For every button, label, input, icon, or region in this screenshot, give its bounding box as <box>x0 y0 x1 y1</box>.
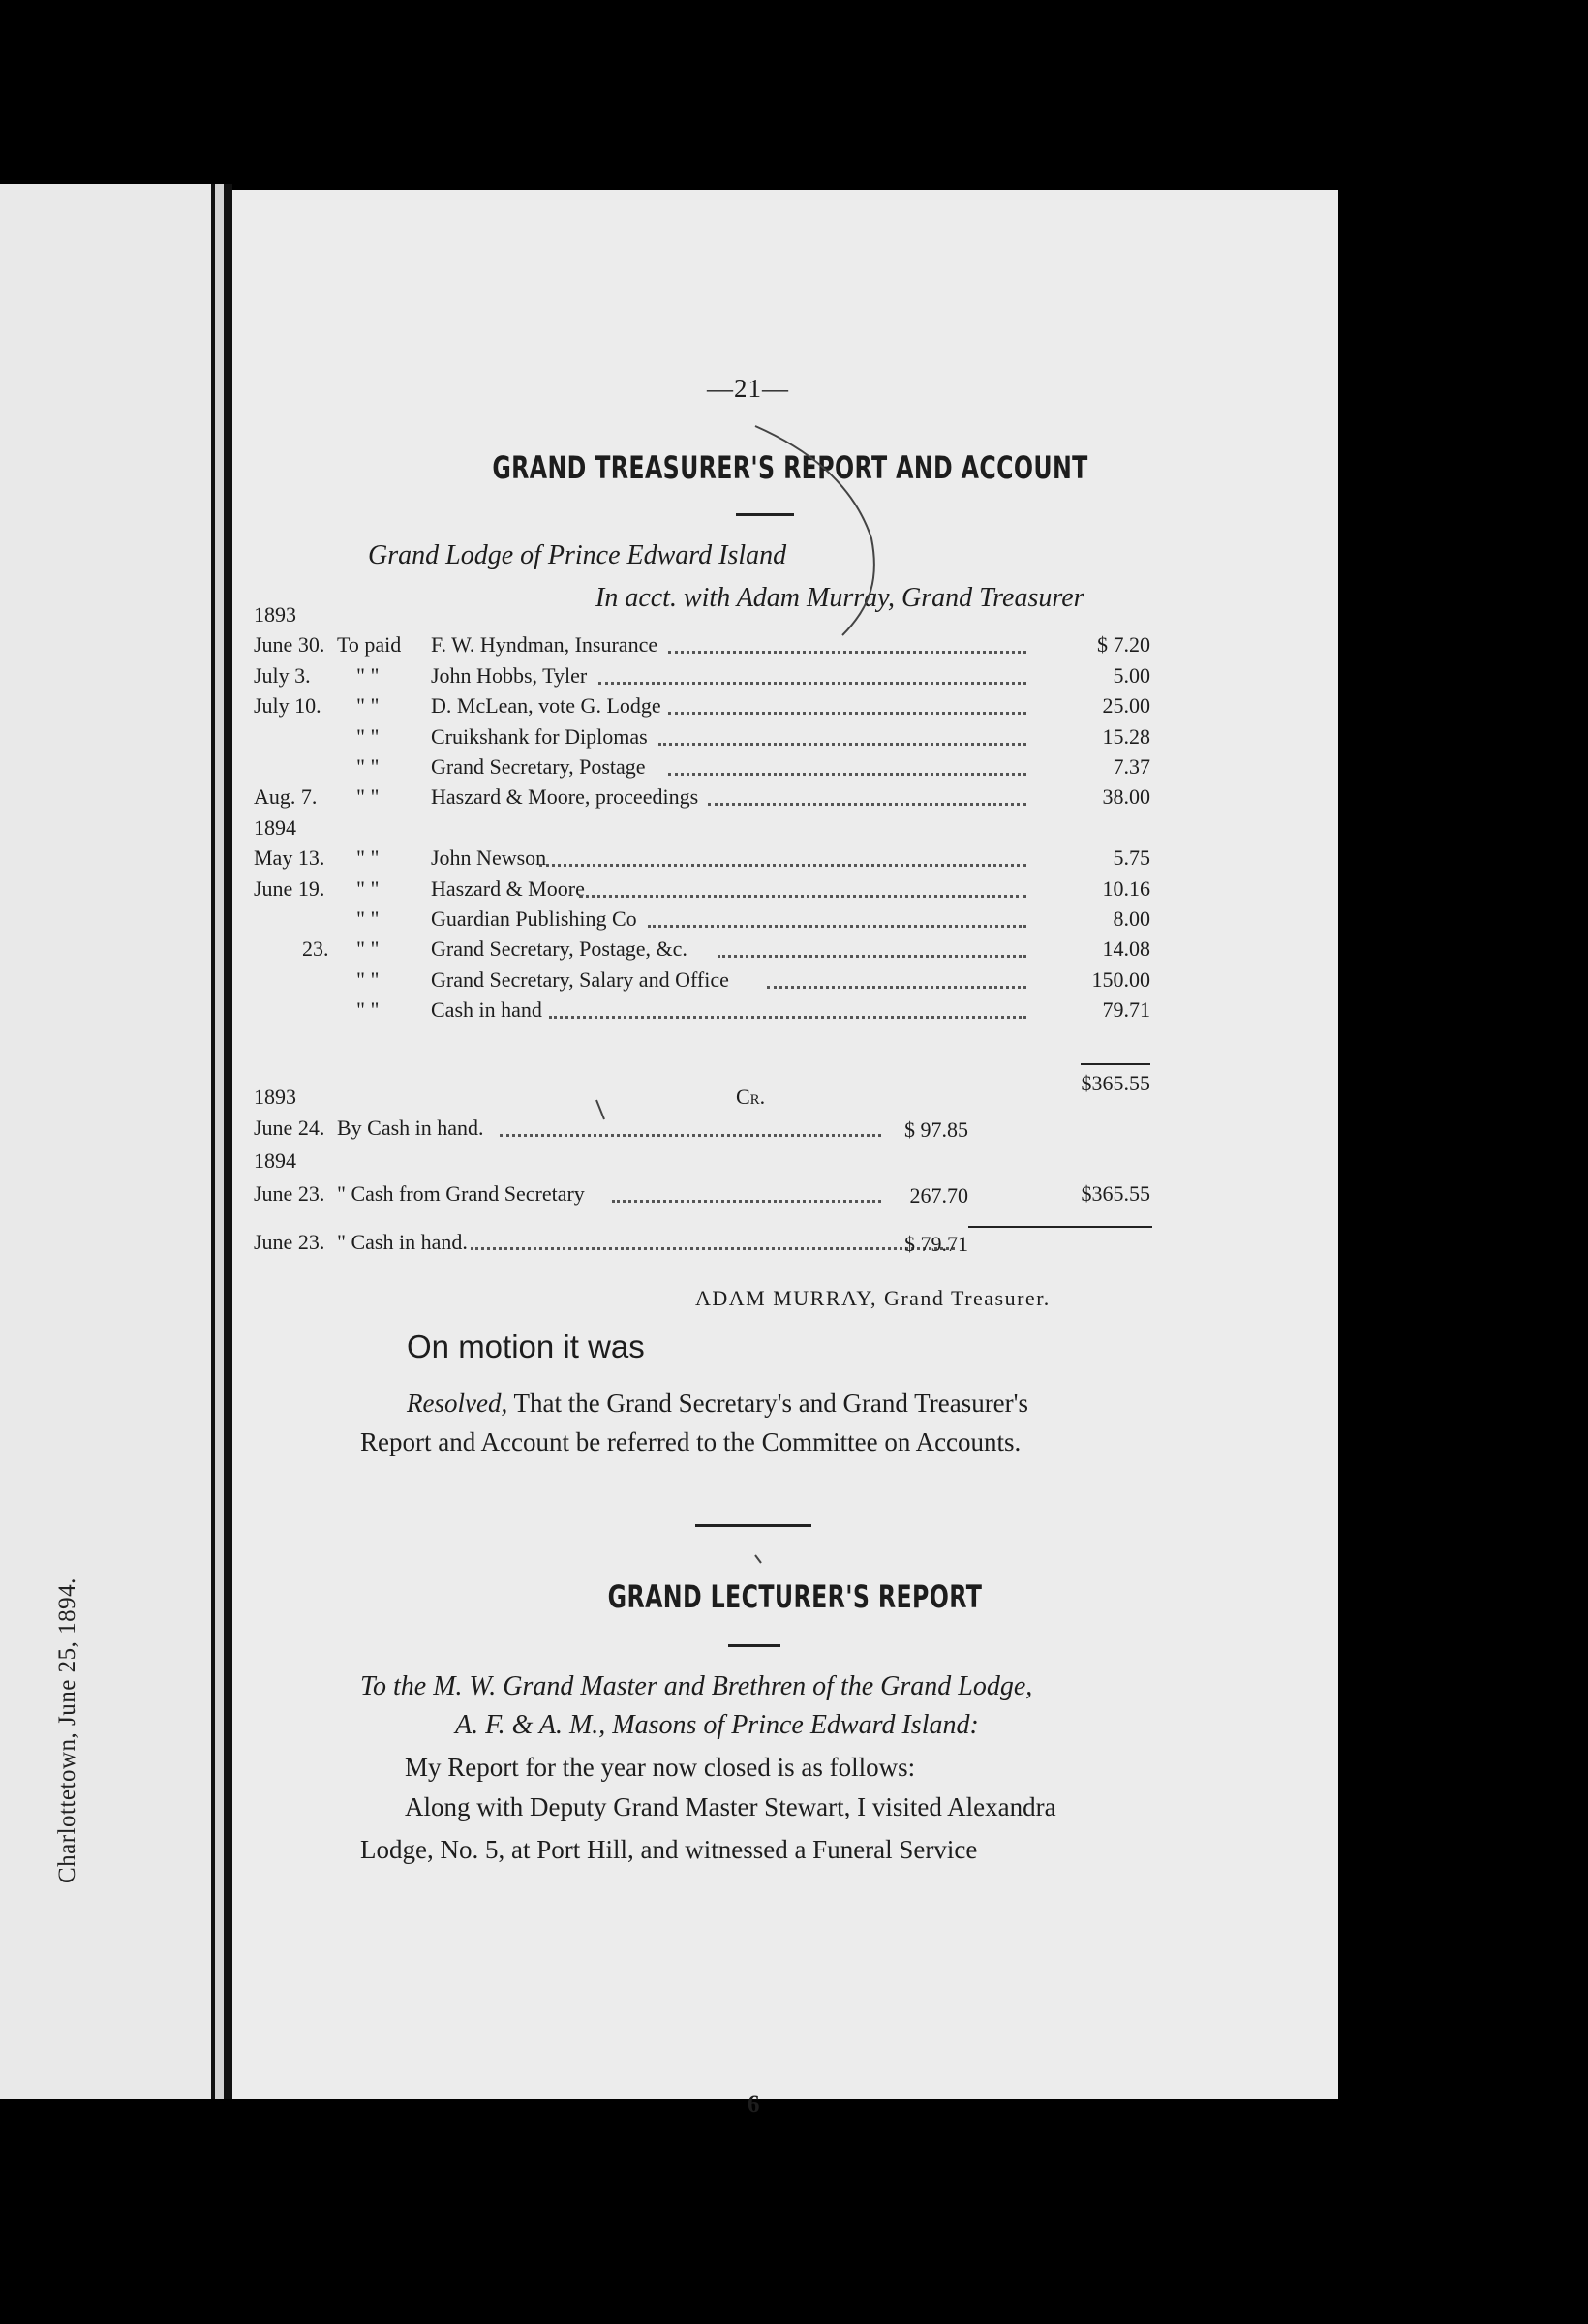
entry-label: " " <box>356 693 380 718</box>
entry-amount: 5.75 <box>1113 845 1150 870</box>
entry-date: 23. <box>302 936 329 961</box>
entry-date: May 13. <box>254 845 325 870</box>
report-paragraph-1: My Report for the year now closed is as follows: <box>405 1753 916 1782</box>
side-caption: Charlottetown, June 25, 1894. <box>54 1577 80 1883</box>
entry-payee: Haszard & Moore, proceedings <box>431 784 699 809</box>
entry-payee: Grand Secretary, Postage, &c. <box>431 936 687 961</box>
entry-payee: John Hobbs, Tyler <box>431 663 588 688</box>
entry-amount: 7.37 <box>1113 754 1150 779</box>
entry-label: " " <box>356 967 380 992</box>
leader-dots <box>500 1134 881 1137</box>
report-paragraph-2b: Lodge, No. 5, at Port Hill, and witnessed a Funeral Service <box>360 1835 978 1864</box>
credit-date: June 24. <box>254 1116 325 1140</box>
year-label: 1893 <box>254 602 296 627</box>
credit-header: Cr. <box>736 1085 766 1109</box>
entry-amount: $ 7.20 <box>1097 632 1150 657</box>
entry-amount: 15.28 <box>1102 724 1150 749</box>
entry-label: " " <box>356 784 380 809</box>
section-divider <box>695 1524 811 1527</box>
entry-date: June 30. <box>254 632 325 657</box>
entry-payee: John Newson <box>431 845 547 870</box>
motion-text: On motion it was <box>407 1329 645 1364</box>
leader-dots <box>539 864 1026 867</box>
entry-amount: 14.08 <box>1102 936 1150 961</box>
document-page <box>232 190 1338 2118</box>
entry-payee: Guardian Publishing Co <box>431 906 637 931</box>
heading-rule <box>736 513 794 516</box>
resolved-lead: Resolved, <box>407 1389 508 1418</box>
balance-date: June 23. <box>254 1230 325 1254</box>
credit-year: 1893 <box>254 1085 296 1109</box>
leader-dots <box>612 1200 882 1203</box>
entry-payee: D. McLean, vote G. Lodge <box>431 693 661 718</box>
folio-number: 6 <box>748 2092 760 2118</box>
entry-label: " " <box>356 997 380 1022</box>
entry-label: " " <box>356 663 380 688</box>
credit-description: " Cash from Grand Secretary <box>337 1181 585 1206</box>
entry-date: July 3. <box>254 663 311 688</box>
heading-rule-2 <box>728 1644 780 1647</box>
address-line-1: To the M. W. Grand Master and Brethren of the Grand Lodge, <box>360 1671 1033 1701</box>
leader-dots <box>648 925 1026 928</box>
leader-dots <box>658 743 1026 746</box>
year-label: 1894 <box>254 1148 296 1173</box>
entry-amount: 150.00 <box>1091 967 1150 992</box>
leader-dots <box>549 1016 1026 1019</box>
credit-amount: 267.70 <box>909 1183 968 1208</box>
resolved-line-1 <box>407 1389 1028 1419</box>
entry-payee: Haszard & Moore <box>431 876 585 901</box>
facing-page-edge <box>0 184 211 2099</box>
entry-payee: Grand Secretary, Salary and Office <box>431 967 729 992</box>
credit-description: By Cash in hand. <box>337 1116 484 1140</box>
entry-payee: Cash in hand <box>431 997 542 1022</box>
leader-dots <box>767 986 1026 989</box>
balance-description: " Cash in hand. <box>337 1230 468 1254</box>
leader-dots <box>598 682 1026 685</box>
entry-payee: Grand Secretary, Postage <box>431 754 646 779</box>
sum-rule <box>1081 1063 1150 1065</box>
page-number: —21— <box>707 374 789 403</box>
entry-amount: 25.00 <box>1102 693 1150 718</box>
credit-date: June 23. <box>254 1181 325 1206</box>
year-label: 1894 <box>254 815 296 840</box>
entry-label: " " <box>356 724 380 749</box>
leader-dots <box>668 712 1026 715</box>
credit-amount: $ 97.85 <box>904 1117 968 1142</box>
account-subtitle: In acct. with Adam Murray, Grand Treasurer <box>596 583 1084 613</box>
leader-dots <box>579 895 1026 898</box>
entry-amount: 79.71 <box>1102 997 1150 1022</box>
entry-payee: F. W. Hyndman, Insurance <box>431 632 658 657</box>
leader-dots <box>718 955 1026 958</box>
credit-total: $365.55 <box>1081 1181 1150 1206</box>
leader-dots <box>708 803 1026 806</box>
entry-payee: Cruikshank for Diplomas <box>431 724 648 749</box>
entry-label: " " <box>356 845 380 870</box>
resolved-text: That the Grand Secretary's and Grand Treasurer's <box>513 1389 1029 1418</box>
entry-amount: 5.00 <box>1113 663 1150 688</box>
address-line-2: A. F. & A. M., Masons of Prince Edward Island: <box>455 1710 979 1740</box>
binding-gutter <box>211 184 232 2099</box>
entry-amount: 38.00 <box>1102 784 1150 809</box>
entry-amount: 8.00 <box>1113 906 1150 931</box>
balance-amount: $ 79.71 <box>904 1232 968 1256</box>
debit-total: $365.55 <box>1081 1071 1150 1095</box>
entry-label: " " <box>356 754 380 779</box>
treasurer-report-heading: GRAND TREASURER'S REPORT AND ACCOUNT <box>492 449 1088 486</box>
resolved-line-2: Report and Account be referred to the Committee on Accounts. <box>360 1427 1022 1456</box>
report-paragraph-2a: Along with Deputy Grand Master Stewart, I visited Alexandra <box>405 1792 1056 1821</box>
entry-label: To paid <box>337 632 402 657</box>
account-title: Grand Lodge of Prince Edward Island <box>368 540 787 570</box>
entry-label: " " <box>356 876 380 901</box>
leader-dots <box>668 651 1026 654</box>
entry-date: Aug. 7. <box>254 784 318 809</box>
entry-date: July 10. <box>254 693 321 718</box>
lecturer-report-heading: GRAND LECTURER'S REPORT <box>607 1578 983 1615</box>
treasurer-signature: ADAM MURRAY, Grand Treasurer. <box>695 1286 1051 1310</box>
entry-label: " " <box>356 906 380 931</box>
credit-sum-rule <box>968 1226 1152 1228</box>
leader-dots <box>668 773 1026 776</box>
entry-amount: 10.16 <box>1102 876 1150 901</box>
entry-date: June 19. <box>254 876 325 901</box>
entry-label: " " <box>356 936 380 961</box>
